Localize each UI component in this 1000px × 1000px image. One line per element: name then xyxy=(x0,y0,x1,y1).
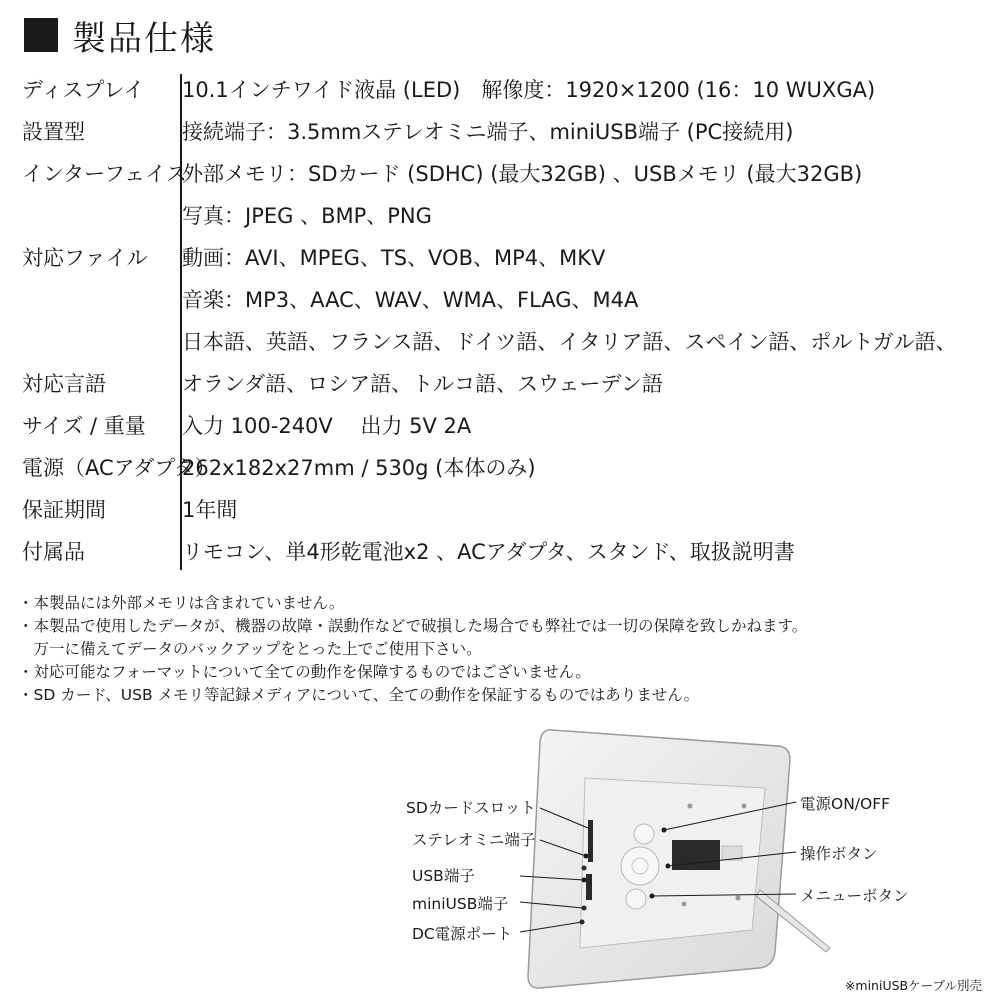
callout-usb-port: USB端子 xyxy=(412,867,475,885)
spec-row xyxy=(22,110,982,152)
spec-label: インターフェイス xyxy=(22,162,187,186)
note-line: 万一に備えてデータのバックアップをとった上でご使用下さい。 xyxy=(18,640,482,658)
spec-label: 電源（ACアダプタ） xyxy=(22,456,216,480)
note-line: ・対応可能なフォーマットについて全ての動作を保障するものではございません。 xyxy=(18,663,591,681)
spec-value: 外部メモリ：SDカード (SDHC) (最大32GB) 、USBメモリ (最大32GB) xyxy=(182,162,863,186)
spec-row xyxy=(22,362,982,404)
note-line: ・本製品で使用したデータが、機器の故障・誤動作などで破損した場合でも弊社では一切の保障を致しかねます。 xyxy=(18,617,808,635)
spec-value: 動画：AVI、MPEG、TS、VOB、MP4、MKV xyxy=(182,246,606,270)
spec-table xyxy=(22,68,982,572)
spec-row xyxy=(22,446,982,488)
section-heading xyxy=(24,10,216,60)
spec-value: 音楽：MP3、AAC、WAV、WMA、FLAG、M4A xyxy=(182,288,639,312)
spec-value: 接続端子：3.5mmステレオミニ端子、miniUSB端子 (PC接続用) xyxy=(182,120,794,144)
spec-value: 日本語、英語、フランス語、ドイツ語、イタリア語、スペイン語、ポルトガル語、 xyxy=(182,330,957,354)
spec-value: 入力 100-240V 出力 5V 2A xyxy=(182,414,472,438)
note-line: ・本製品には外部メモリは含まれていません。 xyxy=(18,594,345,612)
spec-value: 写真：JPEG 、BMP、PNG xyxy=(182,204,432,228)
spec-value: 10.1インチワイド液晶 (LED) 解像度：1920×1200 (16：10 WUXGA) xyxy=(182,78,876,102)
spec-label: ディスプレイ xyxy=(22,78,145,102)
spec-value: 262x182x27mm / 530g (本体のみ) xyxy=(182,456,536,480)
spec-label: 設置型 xyxy=(22,120,85,144)
note-line: ・SD カード、USB メモリ等記録メディアについて、全ての動作を保証するものではありません。 xyxy=(18,686,700,704)
callout-menu-button: メニューボタン xyxy=(800,887,909,905)
notes xyxy=(18,592,988,707)
callout-operation-buttons: 操作ボタン xyxy=(800,845,878,863)
section-title: 製品仕様 xyxy=(72,18,216,59)
spec-label: 保証期間 xyxy=(22,498,106,522)
spec-value: オランダ語、ロシア語、トルコ語、スウェーデン語 xyxy=(182,372,663,396)
spec-label: 対応言語 xyxy=(22,372,106,396)
spec-row xyxy=(22,236,982,278)
square-bullet-icon xyxy=(24,18,58,52)
spec-row xyxy=(22,152,982,194)
spec-label: 対応ファイル xyxy=(22,246,148,270)
callout-stereo-jack: ステレオミニ端子 xyxy=(412,831,536,849)
spec-row xyxy=(22,68,982,110)
spec-row xyxy=(22,530,982,572)
spec-value: リモコン、単4形乾電池x2 、ACアダプタ、スタンド、取扱説明書 xyxy=(182,540,795,564)
callout-sd-slot: SDカードスロット xyxy=(406,799,536,817)
footnote: ※miniUSBケーブル別売 xyxy=(844,978,982,993)
spec-row xyxy=(22,488,982,530)
spec-row xyxy=(22,404,982,446)
device-diagram xyxy=(0,716,1000,1000)
callout-power: 電源ON/OFF xyxy=(800,795,891,813)
spec-row xyxy=(22,278,982,320)
callout-dc-port: DC電源ポート xyxy=(412,925,513,943)
spec-row xyxy=(22,320,982,362)
spec-row xyxy=(22,194,982,236)
spec-label: 付属品 xyxy=(22,540,85,564)
spec-label: サイズ / 重量 xyxy=(22,414,146,438)
spec-value: 1年間 xyxy=(182,498,238,522)
callout-mini-usb: miniUSB端子 xyxy=(412,895,509,913)
